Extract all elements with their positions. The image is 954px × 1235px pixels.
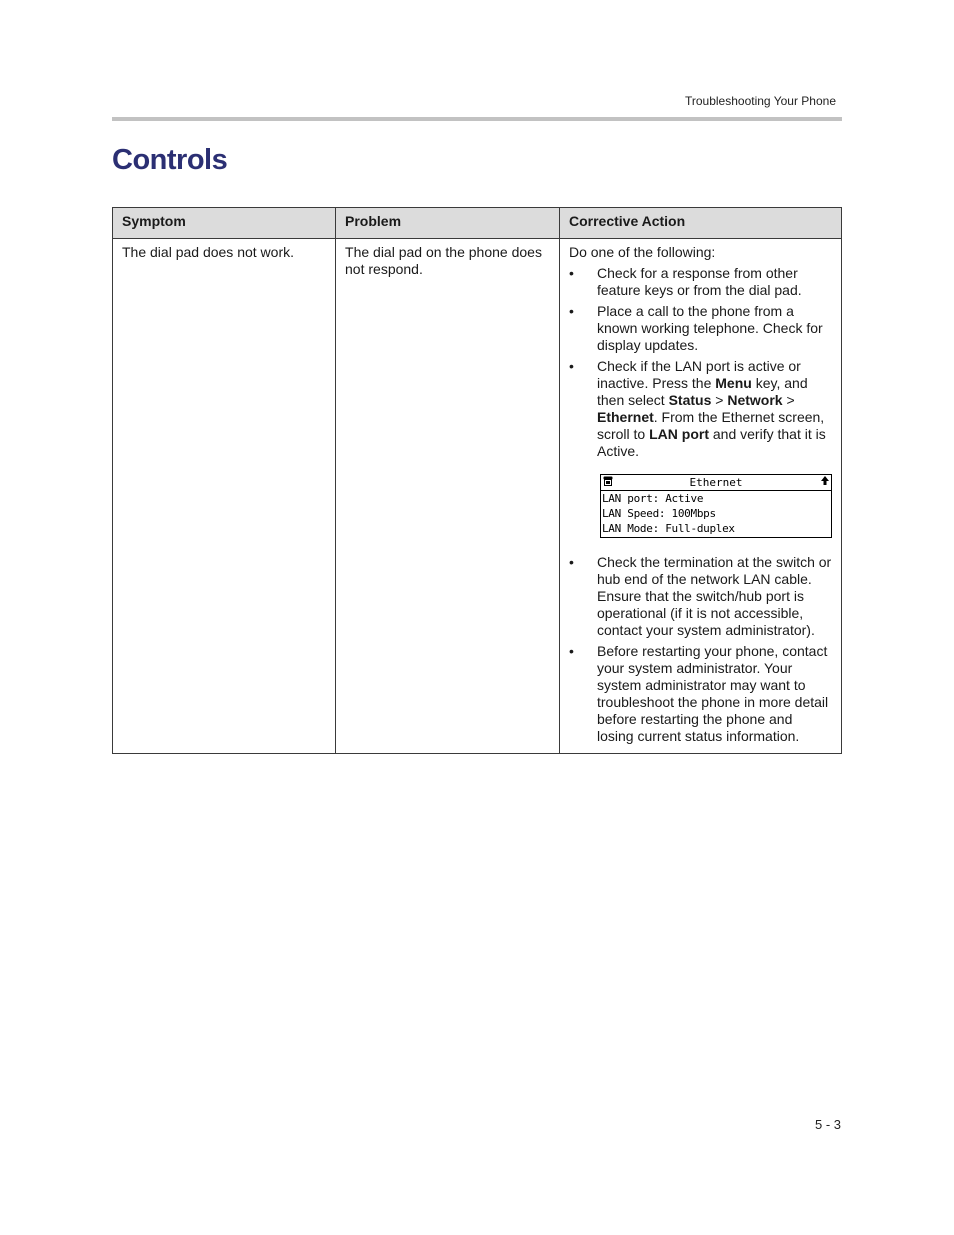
list-item: • Check for a response from other feature keys or from the dial pad. (568, 265, 802, 298)
table-header-row (113, 208, 842, 239)
lcd-line-lan-port: LAN port: Active (601, 492, 704, 505)
corrective-action-cell (559, 239, 841, 754)
bullet: • (568, 643, 574, 659)
action-list-continued (569, 554, 832, 745)
lan-port-term: LAN port (649, 426, 709, 442)
bullet: • (568, 554, 574, 570)
menu-key-term: Menu (715, 375, 752, 391)
table-row (113, 239, 842, 754)
column-header-symptom: Symptom (113, 208, 336, 239)
lcd-title: Ethernet (689, 476, 743, 489)
list-item: • Before restarting your phone, contact your system administrator. Your system administrator may want to troubleshoot the phone in more detail before restarting the phone and losing current status information. (568, 643, 829, 744)
lcd-title-bar (601, 475, 831, 491)
up-arrow-icon (821, 476, 829, 485)
action-list (569, 265, 832, 460)
status-term: Status (668, 392, 712, 408)
phone-icon (603, 476, 613, 486)
list-item: • Check the termination at the switch or hub end of the network LAN cable. Ensure that the switch/hub port is operational (if it is not accessible, contact your system administrator). (568, 554, 832, 638)
column-header-problem: Problem (336, 208, 560, 239)
lcd-line-lan-mode: LAN Mode: Full-duplex (601, 522, 735, 535)
problem-cell: The dial pad on the phone does not respond. (336, 239, 560, 754)
symptom-cell: The dial pad does not work. (113, 239, 336, 754)
header-rule (112, 117, 842, 121)
list-item: • Check if the LAN port is active or inactive. Press the Menu key, and then select Status > Network > Ethernet. From the Ethernet screen, scroll to LAN port and verify that it is Active. (568, 358, 826, 459)
bullet: • (568, 265, 574, 281)
list-item: • Place a call to the phone from a known working telephone. Check for display updates. (568, 303, 823, 353)
troubleshooting-table (112, 207, 842, 754)
phone-lcd-screen (600, 474, 832, 538)
column-header-corrective-action: Corrective Action (559, 208, 841, 239)
ethernet-term: Ethernet (596, 409, 654, 425)
running-header: Troubleshooting Your Phone (684, 94, 836, 108)
page-title: Controls (112, 144, 228, 176)
page-number: 5 - 3 (814, 1117, 841, 1132)
bullet: • (568, 303, 574, 319)
action-intro: Do one of the following: (568, 244, 716, 260)
bullet: • (568, 358, 574, 374)
network-term: Network (727, 392, 783, 408)
lcd-line-lan-speed: LAN Speed: 100Mbps (601, 507, 716, 520)
ethernet-screen-figure (569, 474, 832, 538)
